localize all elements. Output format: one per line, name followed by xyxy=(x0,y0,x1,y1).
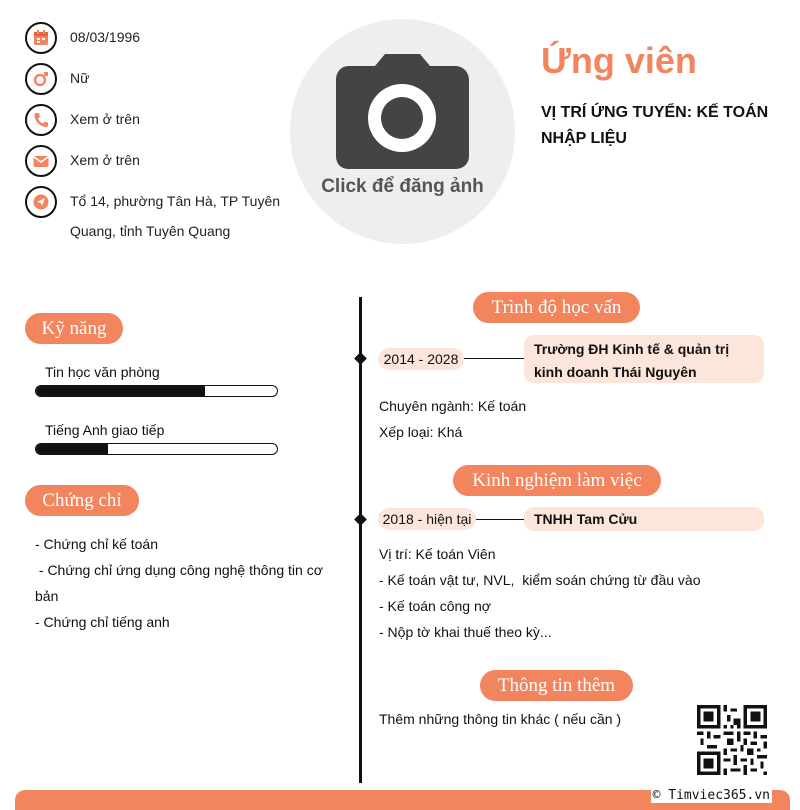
experience-line: Vị trí: Kế toán Viên xyxy=(379,546,496,562)
certificate-item: - Chứng chỉ tiếng anh xyxy=(35,614,170,630)
gender-text: Nữ xyxy=(70,70,90,86)
address-line-2: Quang, tỉnh Tuyên Quang xyxy=(70,223,231,239)
experience-company: TNHH Tam Cửu xyxy=(524,507,764,531)
position-line-2: NHẬP LIỆU xyxy=(541,130,627,147)
experience-line: - Nộp tờ khai thuế theo kỳ... xyxy=(379,624,552,640)
education-grade: Xếp loại: Khá xyxy=(379,424,463,440)
certificates-heading: Chứng chỉ xyxy=(25,485,139,516)
education-heading: Trình độ học vấn xyxy=(473,292,640,323)
phone-icon xyxy=(25,104,57,136)
copyright-text: © Timviec365.vn xyxy=(652,788,770,803)
contact-phone xyxy=(25,104,140,136)
skill-2-fill xyxy=(36,444,108,454)
phone-text: Xem ở trên xyxy=(70,111,140,127)
position-title xyxy=(541,100,781,152)
certificate-item: - Chứng chỉ kế toán xyxy=(35,536,158,552)
skill-2-bar xyxy=(35,443,278,455)
gender-icon xyxy=(25,63,57,95)
address-line-1: Tổ 14, phường Tân Hà, TP Tuyên xyxy=(70,193,281,209)
position-line-1: VỊ TRÍ ỨNG TUYỂN: KẾ TOÁN xyxy=(541,104,769,121)
extra-text: Thêm những thông tin khác ( nếu cần ) xyxy=(379,711,622,727)
email-text: Xem ở trên xyxy=(70,152,140,168)
contact-gender xyxy=(25,63,89,95)
education-major: Chuyên ngành: Kế toán xyxy=(379,398,527,414)
timeline-line xyxy=(359,297,362,783)
skill-2-label: Tiếng Anh giao tiếp xyxy=(45,422,165,438)
qr-code xyxy=(697,705,767,775)
skill-1-bar xyxy=(35,385,278,397)
camera-icon xyxy=(335,52,470,170)
contact-address xyxy=(25,186,280,246)
connector-line xyxy=(476,519,524,520)
candidate-name: Ứng viên xyxy=(541,40,697,81)
calendar-icon xyxy=(25,22,57,54)
education-period: 2014 - 2028 xyxy=(378,348,464,370)
location-icon xyxy=(25,186,57,218)
education-school: Trường ĐH Kinh tế & quản trị kinh doanh Thái Nguyên xyxy=(524,335,764,383)
extra-heading: Thông tin thêm xyxy=(480,670,633,701)
experience-line: - Kế toán vật tư, NVL, kiểm soán chứng từ đầu vào xyxy=(379,572,701,588)
email-icon xyxy=(25,145,57,177)
skills-heading: Kỹ năng xyxy=(25,313,123,344)
skill-1-fill xyxy=(36,386,205,396)
dob-text: 08/03/1996 xyxy=(70,29,141,45)
skill-1-label: Tin học văn phòng xyxy=(45,364,160,380)
experience-period: 2018 - hiện tại xyxy=(378,508,476,530)
contact-email xyxy=(25,145,140,177)
contact-dob xyxy=(25,22,140,54)
certificate-item: - Chứng chỉ ứng dụng công nghệ thông tin cơ bản xyxy=(35,562,327,604)
timeline-marker xyxy=(354,352,367,365)
experience-heading: Kinh nghiệm làm việc xyxy=(453,465,661,496)
photo-upload[interactable] xyxy=(290,19,515,244)
experience-line: - Kế toán công nợ xyxy=(379,598,491,614)
timeline-marker xyxy=(354,513,367,526)
connector-line xyxy=(464,358,524,359)
photo-upload-label: Click để đăng ảnh xyxy=(321,176,484,197)
